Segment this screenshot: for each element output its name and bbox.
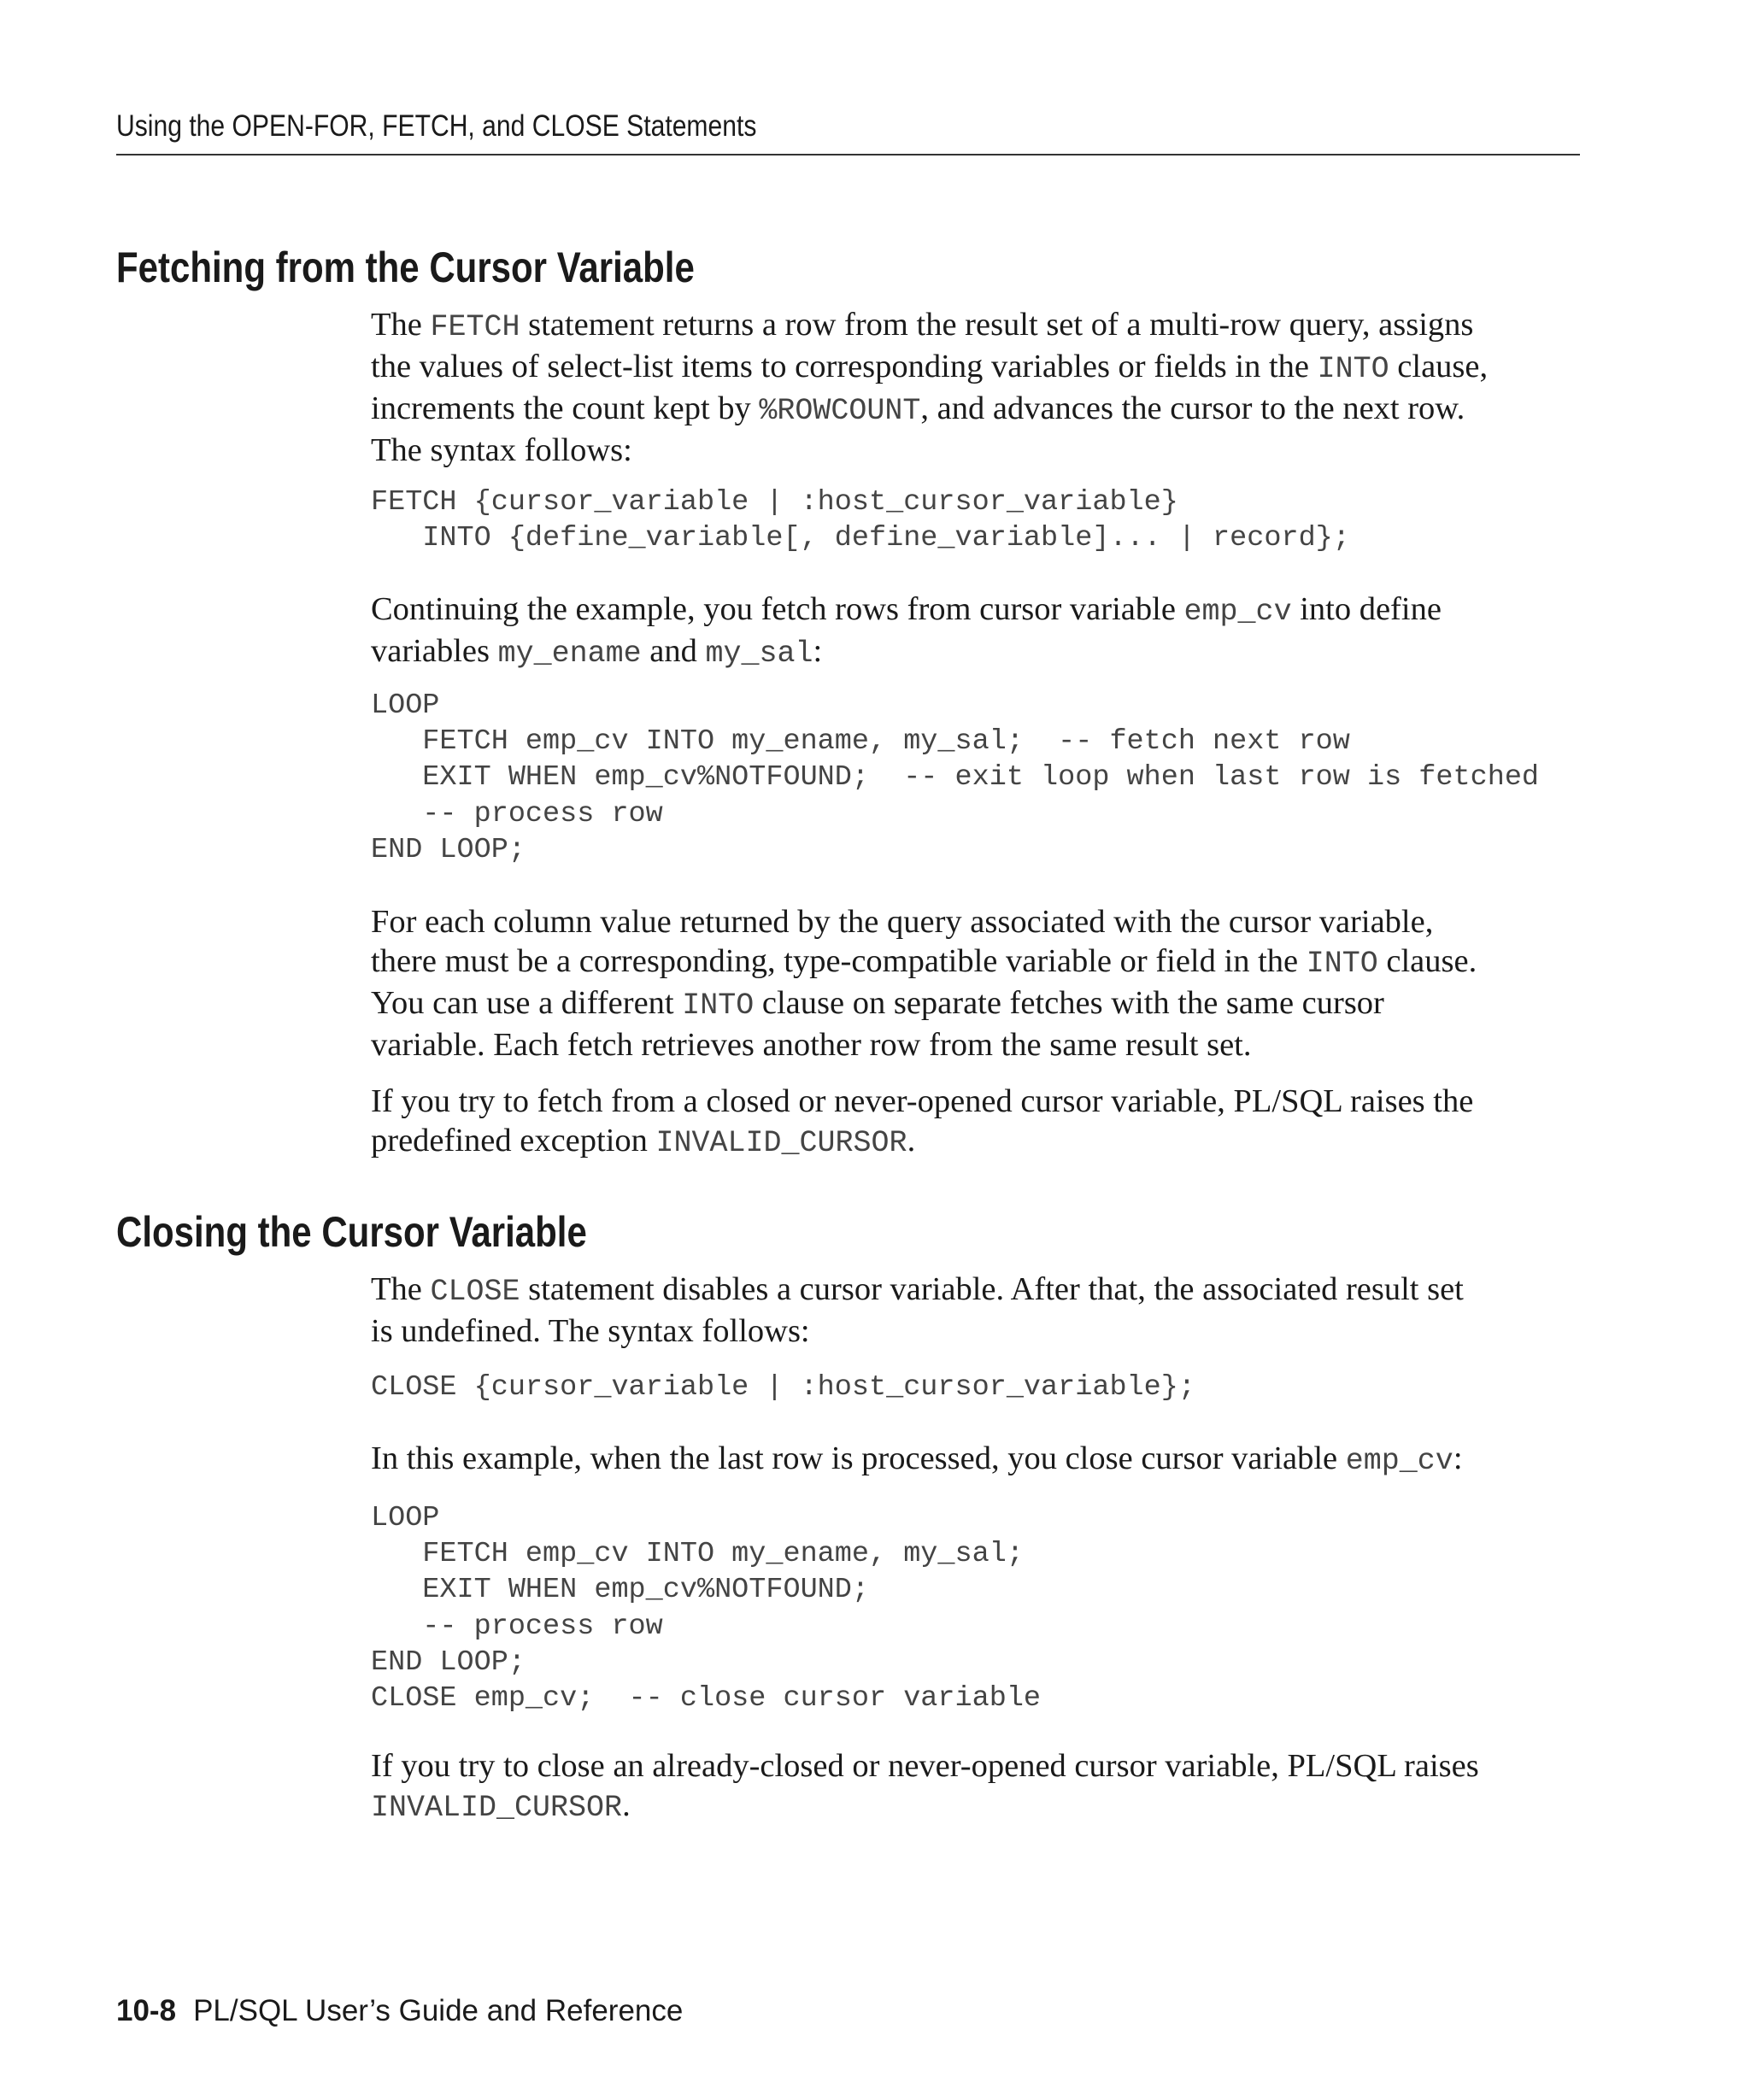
fetch-example-block [371,688,1584,868]
close-syntax-block [371,1370,1584,1405]
running-header [116,108,1580,155]
close-example-block [371,1500,1584,1716]
fetch-example-intro-block [371,590,1584,673]
fetch-example-code: LOOP FETCH emp_cv INTO my_ename, my_sal; -- fetch next row EXIT WHEN emp_cv%NOTFOUND; -- exit loop when last row is fetched -- process row END LOOP; [371,689,1540,866]
close-syntax-code: CLOSE {cursor_variable | :host_cursor_variable}; [371,1371,1195,1404]
page-footer [116,1992,683,2030]
fetch-columns-paragraph: For each column value returned by the query associated with the cursor variable, there must be a corresponding, type-compatible variable or field in the INTO clause. You can use a different INTO clause on separate fetches with the same cursor variable. Each fetch retrieves another row from the same result set. [371,904,1477,1063]
fetch-syntax-code: FETCH {cursor_variable | :host_cursor_variable} INTO {define_variable[, define_variable]... | record}; [371,486,1350,555]
close-example-intro-block [371,1439,1584,1481]
close-exception-block [371,1746,1584,1827]
close-exception-paragraph: If you try to close an already-closed or never-opened cursor variable, PL/SQL raises INVALID_CURSOR. [371,1748,1479,1825]
book-title: PL/SQL User’s Guide and Reference [193,1994,684,2027]
close-example-code: LOOP FETCH emp_cv INTO my_ename, my_sal; EXIT WHEN emp_cv%NOTFOUND; -- process row END LOOP; CLOSE emp_cv; -- close cursor variable [371,1502,1042,1716]
close-intro-block [371,1270,1584,1351]
running-header-title: Using the OPEN-FOR, FETCH, and CLOSE Statements [116,109,757,143]
close-example-intro-paragraph: In this example, when the last row is processed, you close cursor variable emp_cv: [371,1440,1463,1478]
page-number: 10-8 [116,1994,177,2027]
close-intro-paragraph: The CLOSE statement disables a cursor variable. After that, the associated result set is undefined. The syntax follows: [371,1271,1464,1349]
fetch-intro-paragraph: The FETCH statement returns a row from the result set of a multi-row query, assigns the values of select-list items to corresponding variables or fields in the INTO clause, increments the count kept by %ROWCOUNT, and advances the cursor to the next row. The syntax follows: [371,307,1489,468]
fetch-notes-block [371,902,1584,1163]
fetch-exception-paragraph: If you try to fetch from a closed or never-opened cursor variable, PL/SQL raises the predefined exception INVALID_CURSOR. [371,1083,1474,1160]
fetch-example-intro-paragraph: Continuing the example, you fetch rows from cursor variable emp_cv into define variables my_ename and my_sal: [371,591,1442,671]
section-heading-fetch: Fetching from the Cursor Variable [116,243,695,291]
fetch-syntax-block [371,484,1584,556]
section-heading-close: Closing the Cursor Variable [116,1208,587,1256]
fetch-intro-block [371,305,1584,470]
